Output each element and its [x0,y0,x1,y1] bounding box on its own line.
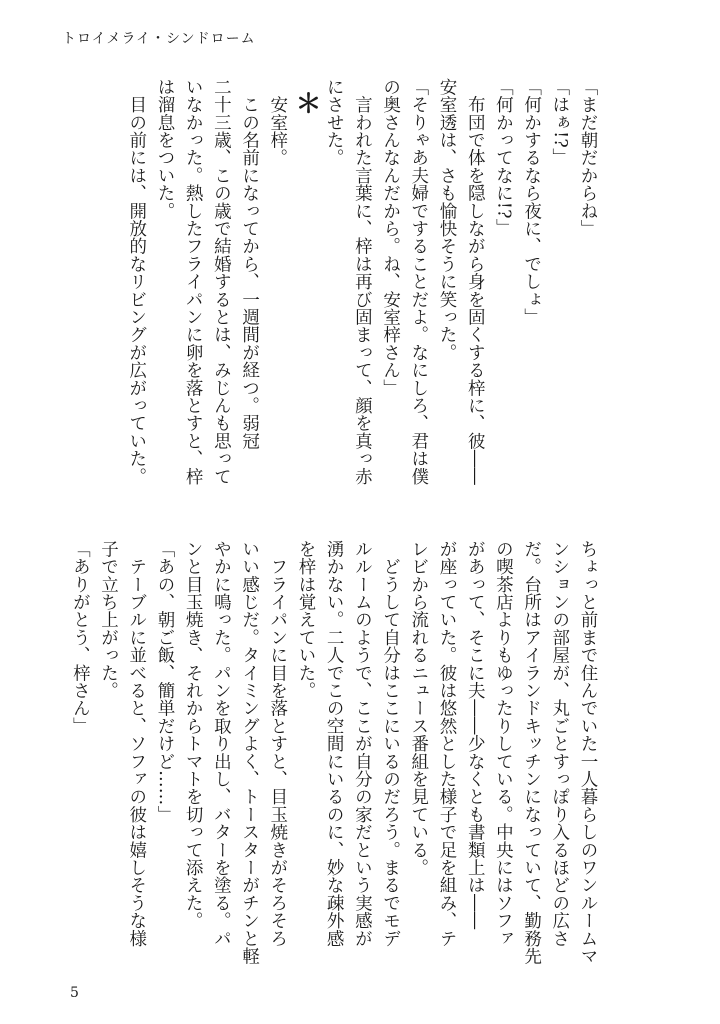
text-line: 布団で体を隠しながら身を固くする梓に、彼―― [465,78,486,486]
text-line: があって、そこに夫――少なくとも書類上は―― [465,540,486,930]
text-line: 「何かってなに!?」 [493,78,514,237]
text-line: いなかった。熱したフライパンに卵を落とすと、梓 [183,78,204,486]
text-line: 目の前には、開放的なリビングが広がっていた。 [126,78,147,486]
text-line: 安室透は、さも愉快そうに笑った。 [436,78,457,362]
text-line: 「ありがとう、梓さん」 [70,540,91,735]
text-line: ちょっと前まで住んでいた一人暮らしのワンルームマ [578,540,598,965]
text-line: 言われた言葉に、梓は再び固まって、顔を真っ赤 [352,78,373,486]
text-line: この名前になってから、一週間が経つ。弱冠 [239,78,260,450]
text-line: を梓は覚えていた。 [295,540,316,700]
text-line: にさせた。 [324,78,345,167]
text-block-bottom [57,540,602,980]
text-line: 「まだ朝だからね」 [578,78,598,238]
text-line: 安室梓。 [267,78,288,167]
page-number: 5 [70,985,79,1001]
text-line: の喫茶店よりもゆったりしている。中央にはソファ [493,540,514,948]
text-line: 「そりゃあ夫婦ですることだよ。なにしろ、君は僕 [408,78,429,486]
running-head: トロイメライ・シンドローム [62,31,256,47]
text-line: やかに鳴った。パンを取り出し、バターを塗る。パ [211,540,232,948]
text-line: ンションの部屋が、丸ごとすっぽり入るほどの広さ [549,540,570,948]
text-line: フライパンに目を落とすと、目玉焼きがそろそろ [267,540,288,948]
text-line: 「あの、朝ご飯、簡単だけど……」 [154,540,175,824]
text-line: ンと目玉焼き、それからトマトを切って添えた。 [183,540,204,930]
text-line: は溜息をついた。 [154,78,175,220]
text-line: 湧かない。二人でこの空間にいるのに、妙な疎外感 [324,540,345,948]
text-line: 「何かするなら夜に、でしょ」 [521,78,542,326]
text-line: だ。台所はアイランドキッチンになっていて、勤務先 [521,540,542,965]
text-line: 二十三歳、この歳で結婚するとは、みじんも思って [211,78,232,486]
text-line: ルルームのようで、ここが自分の家だという実感が [352,540,373,948]
text-line: 「はぁ!?」 [549,78,570,166]
text-line: いい感じだ。タイミングよく、トースターがチンと軽 [239,540,260,965]
text-line: レビから流れるニュース番組を見ている。 [408,540,429,877]
text-line: の奥さんなんだから。ね、安室梓さん」 [380,78,401,397]
text-line: 子で立ち上がった。 [98,540,119,700]
section-break-asterisk: ＊ [290,90,321,117]
text-block-top [57,78,602,518]
text-line: テーブルに並べると、ソファの彼は嬉しそうな様 [126,540,147,948]
text-line: どうして自分はここにいるのだろう。まるでモデ [380,540,401,948]
text-line: が座っていた。彼は悠然とした様子で足を組み、テ [436,540,457,948]
